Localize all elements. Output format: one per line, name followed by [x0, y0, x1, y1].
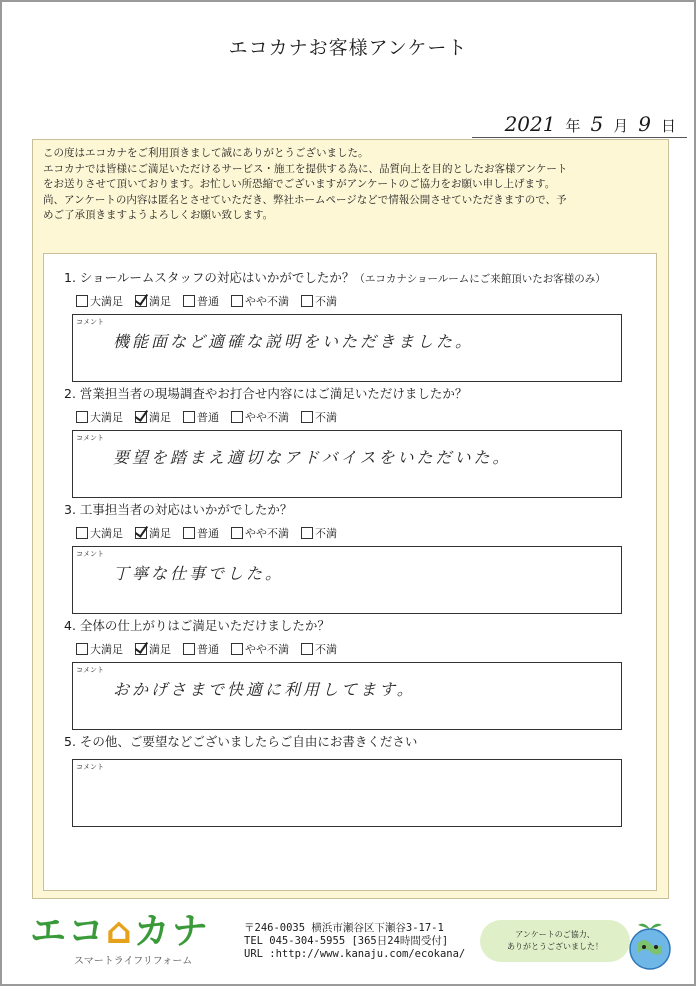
company-address — [244, 922, 465, 961]
rating-label: 不満 — [315, 643, 337, 656]
date-year-unit: 年 — [565, 117, 581, 135]
bubble-line: アンケートのご協力、 — [515, 930, 595, 939]
rating-label: 大満足 — [90, 527, 123, 540]
rating-checkbox[interactable] — [135, 527, 147, 539]
rating-checkbox[interactable] — [76, 295, 88, 307]
question-text: 2. 営業担当者の現場調査やお打合せ内容にはご満足いただけましたか？ — [64, 386, 468, 401]
rating-checkbox[interactable] — [183, 411, 195, 423]
rating-options — [76, 409, 644, 425]
question-text: 3. 工事担当者の対応はいかがでしたか？ — [64, 502, 293, 517]
rating-label: 普通 — [197, 527, 219, 540]
rating-label: 普通 — [197, 411, 219, 424]
rating-checkbox[interactable] — [135, 411, 147, 423]
intro-line: をお送りさせて頂いております。お忙しい所恐縮でございますがアンケートのご協力をお願い申し上げます。 — [43, 178, 556, 190]
rating-label: やや不満 — [245, 295, 289, 308]
logo-part-b: カナ — [133, 911, 210, 952]
date-month-unit: 月 — [613, 117, 629, 135]
question-text: 5. その他、ご要望などございましたらご自由にお書きください — [64, 734, 418, 749]
rating-label: 不満 — [315, 527, 337, 540]
rating-option[interactable] — [183, 641, 219, 657]
logo-part-a: エコ — [30, 911, 107, 952]
rating-checkbox[interactable] — [231, 527, 243, 539]
rating-option[interactable] — [301, 293, 337, 309]
comment-label: コメント — [76, 318, 104, 326]
bubble-line: ありがとうございました！ — [507, 942, 603, 951]
rating-checkbox[interactable] — [301, 527, 313, 539]
question-block — [64, 500, 644, 614]
intro-line: この度はエコカナをご利用頂きまして誠にありがとうございました。 — [43, 147, 369, 159]
page-title: エコカナお客様アンケート — [228, 37, 468, 59]
logo-tagline: スマートライフリフォーム — [74, 956, 193, 967]
rating-label: やや不満 — [245, 411, 289, 424]
rating-checkbox[interactable] — [135, 295, 147, 307]
rating-checkbox[interactable] — [231, 411, 243, 423]
rating-options — [76, 525, 644, 541]
rating-option[interactable] — [135, 641, 171, 657]
rating-option[interactable] — [135, 525, 171, 541]
question-note: （エコカナショールームにご来館頂いたお客様のみ） — [354, 273, 606, 285]
handwritten-comment: 丁寧な仕事でした。 — [113, 564, 285, 583]
question-title — [64, 268, 644, 286]
rating-label: 普通 — [197, 643, 219, 656]
rating-option[interactable] — [76, 409, 123, 425]
rating-option[interactable] — [231, 641, 289, 657]
date-month: 5 — [590, 112, 604, 136]
rating-option[interactable] — [135, 409, 171, 425]
question-title — [64, 732, 644, 750]
ecokana-logo — [30, 912, 210, 967]
rating-option[interactable] — [231, 525, 289, 541]
phone-line: TEL 045-304-5955 [365日24時間受付] — [244, 935, 449, 947]
house-icon: ⌂ — [106, 911, 134, 952]
rating-option[interactable] — [231, 293, 289, 309]
rating-label: 満足 — [149, 527, 171, 540]
rating-checkbox[interactable] — [231, 643, 243, 655]
thanks-bubble — [480, 920, 630, 962]
rating-checkbox[interactable] — [76, 643, 88, 655]
rating-checkbox[interactable] — [183, 527, 195, 539]
question-block — [64, 268, 644, 382]
comment-label: コメント — [76, 550, 104, 558]
rating-checkbox[interactable] — [76, 527, 88, 539]
rating-label: 大満足 — [90, 643, 123, 656]
rating-label: 満足 — [149, 643, 171, 656]
globe-mascot-icon — [622, 915, 682, 975]
rating-label: やや不満 — [245, 527, 289, 540]
rating-option[interactable] — [183, 293, 219, 309]
comment-box[interactable] — [72, 430, 622, 498]
rating-label: 大満足 — [90, 411, 123, 424]
rating-options — [76, 641, 644, 657]
comment-box[interactable] — [72, 759, 622, 827]
rating-label: 満足 — [149, 295, 171, 308]
rating-option[interactable] — [76, 293, 123, 309]
handwritten-comment: おかげさまで快適に利用してます。 — [113, 680, 416, 699]
address-line: 〒246-0035 横浜市瀬谷区下瀬谷3-17-1 — [244, 922, 444, 934]
question-block — [64, 732, 644, 827]
rating-option[interactable] — [183, 525, 219, 541]
rating-label: 不満 — [315, 411, 337, 424]
rating-checkbox[interactable] — [231, 295, 243, 307]
intro-line: 尚、アンケートの内容は匿名とさせていただき、弊社ホームページなどで情報公開させていただきますので、予 — [43, 193, 567, 206]
logo-wordmark — [30, 912, 210, 952]
questions-area — [43, 253, 657, 891]
handwritten-comment: 機能面など適確な説明をいただきました。 — [113, 332, 475, 351]
date-year: 2021 — [504, 112, 556, 136]
date-day: 9 — [638, 112, 651, 136]
handwritten-comment: 要望を踏まえ適切なアドバイスをいただいた。 — [113, 448, 512, 467]
question-block — [64, 384, 644, 498]
rating-option[interactable] — [76, 525, 123, 541]
rating-checkbox[interactable] — [301, 411, 313, 423]
question-title — [64, 616, 644, 634]
rating-label: 普通 — [197, 295, 219, 308]
comment-box[interactable] — [72, 314, 622, 382]
question-title — [64, 384, 644, 402]
rating-label: やや不満 — [245, 643, 289, 656]
date-field — [505, 112, 676, 136]
question-block — [64, 616, 644, 730]
rating-option[interactable] — [301, 525, 337, 541]
survey-panel — [32, 139, 669, 899]
rating-checkbox[interactable] — [183, 643, 195, 655]
url-line: URL :http://www.kanaju.com/ecokana/ — [244, 948, 466, 960]
question-text: 4. 全体の仕上がりはご満足いただけましたか？ — [64, 618, 330, 633]
rating-options — [76, 293, 644, 309]
comment-box[interactable] — [72, 662, 622, 730]
rating-option[interactable] — [76, 641, 123, 657]
rating-checkbox[interactable] — [183, 295, 195, 307]
footer — [2, 907, 694, 987]
rating-checkbox[interactable] — [135, 643, 147, 655]
rating-checkbox[interactable] — [301, 295, 313, 307]
comment-label: コメント — [76, 434, 104, 442]
date-underline — [472, 137, 687, 138]
rating-label: 大満足 — [90, 295, 123, 308]
rating-label: 満足 — [149, 411, 171, 424]
rating-option[interactable] — [135, 293, 171, 309]
rating-option[interactable] — [301, 409, 337, 425]
comment-label: コメント — [76, 763, 104, 771]
rating-checkbox[interactable] — [76, 411, 88, 423]
intro-line: めご了承頂きますようよろしくお願い致します。 — [43, 209, 274, 221]
rating-checkbox[interactable] — [301, 643, 313, 655]
intro-text — [43, 146, 663, 224]
rating-option[interactable] — [231, 409, 289, 425]
rating-label: 不満 — [315, 295, 337, 308]
question-title — [64, 500, 644, 518]
question-text: 1. ショールームスタッフの対応はいかがでしたか？ — [64, 270, 355, 285]
rating-option[interactable] — [183, 409, 219, 425]
comment-label: コメント — [76, 666, 104, 674]
rating-option[interactable] — [301, 641, 337, 657]
comment-box[interactable] — [72, 546, 622, 614]
intro-line: エコカナでは皆様にご満足いただけるサービス・施工を提供する為に、品質向上を目的としたお客様アンケート — [43, 162, 568, 175]
date-day-unit: 日 — [660, 117, 676, 135]
